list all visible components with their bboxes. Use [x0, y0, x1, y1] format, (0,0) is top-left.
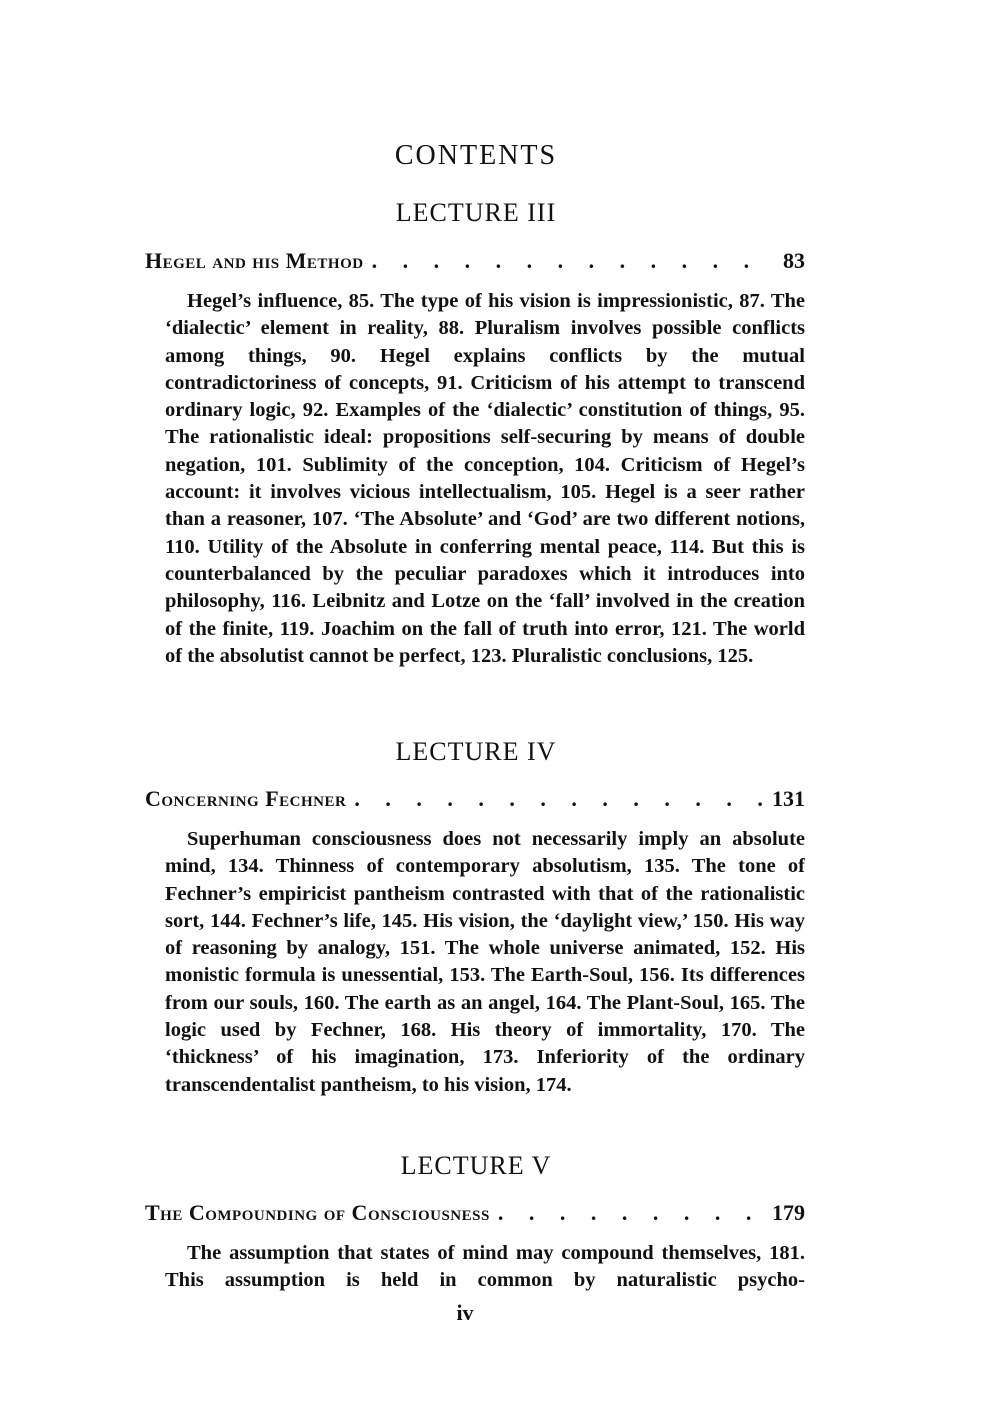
- page-number: 179: [772, 1200, 805, 1225]
- chapter-entry: [145, 248, 805, 274]
- chapter-title: The Compounding of Consciousness: [145, 1200, 490, 1225]
- folio-page-number: iv: [456, 1300, 474, 1325]
- chapter-summary: Superhuman consciousness does not necessarily imply an absolute mind, 134. Thinness of contemporary absolutism, 135. The tone of Fechner’s empiricist pantheism contrasted with that of the rationalistic sort, 144. Fechner’s life, 145. His vision, the ‘daylight view,’ 150. His way of reasoning by analogy, 151. The whole universe animated, 152. His monistic formula is unessential, 153. The Earth-Soul, 156. Its differences from our souls, 160. The earth as an angel, 164. The Plant-Soul, 165. The logic used by Fechner, 168. His theory of immortality, 170. The ‘thickness’ of his imagination, 173. Inferiority of the ordinary transcendentalist pantheism, to his vision, 174.: [165, 828, 805, 1096]
- dot-leader: [364, 248, 775, 274]
- chapter-entry: [145, 786, 805, 812]
- page-title: CONTENTS: [394, 140, 558, 171]
- dot-leader: [346, 786, 764, 812]
- lecture-heading: LECTURE IV: [395, 737, 557, 766]
- chapter-summary: The assumption that states of mind may compound themselves, 181. This assumption is held in common by naturalistic psycho-: [165, 1242, 805, 1292]
- page-number: 83: [783, 248, 805, 273]
- lecture-heading: LECTURE V: [400, 1151, 552, 1180]
- chapter-title: Concerning Fechner: [145, 786, 347, 811]
- page-number: 131: [772, 786, 805, 811]
- chapter-summary: Hegel’s influence, 85. The type of his vision is impressionistic, 87. The ‘dialectic’ element in reality, 88. Pluralism involves possible conflicts among things, 90. Hegel explains conflicts by the mutual contradictoriness of concepts, 91. Criticism of his attempt to transcend ordinary logic, 92. Examples of the ‘dialectic’ constitution of things, 95. The rationalistic ideal: propositions self-securing by means of double negation, 101. Sublimity of the conception, 104. Criticism of Hegel’s account: it involves vicious intellectualism, 105. Hegel is a seer rather than a reasoner, 107. ‘The Absolute’ and ‘God’ are two different notions, 110. Utility of the Absolute in conferring mental peace, 114. But this is counterbalanced by the peculiar paradoxes which it introduces into philosophy, 116. Leibnitz and Lotze on the ‘fall’ involved in the creation of the finite, 119. Joachim on the fall of truth into error, 121. The world of the absolutist cannot be perfect, 123. Pluralistic conclusions, 125.: [165, 290, 805, 667]
- dot-leader: [490, 1200, 764, 1226]
- lecture-heading: LECTURE III: [395, 198, 557, 227]
- chapter-entry: [145, 1200, 805, 1226]
- chapter-title: Hegel and his Method: [145, 248, 364, 273]
